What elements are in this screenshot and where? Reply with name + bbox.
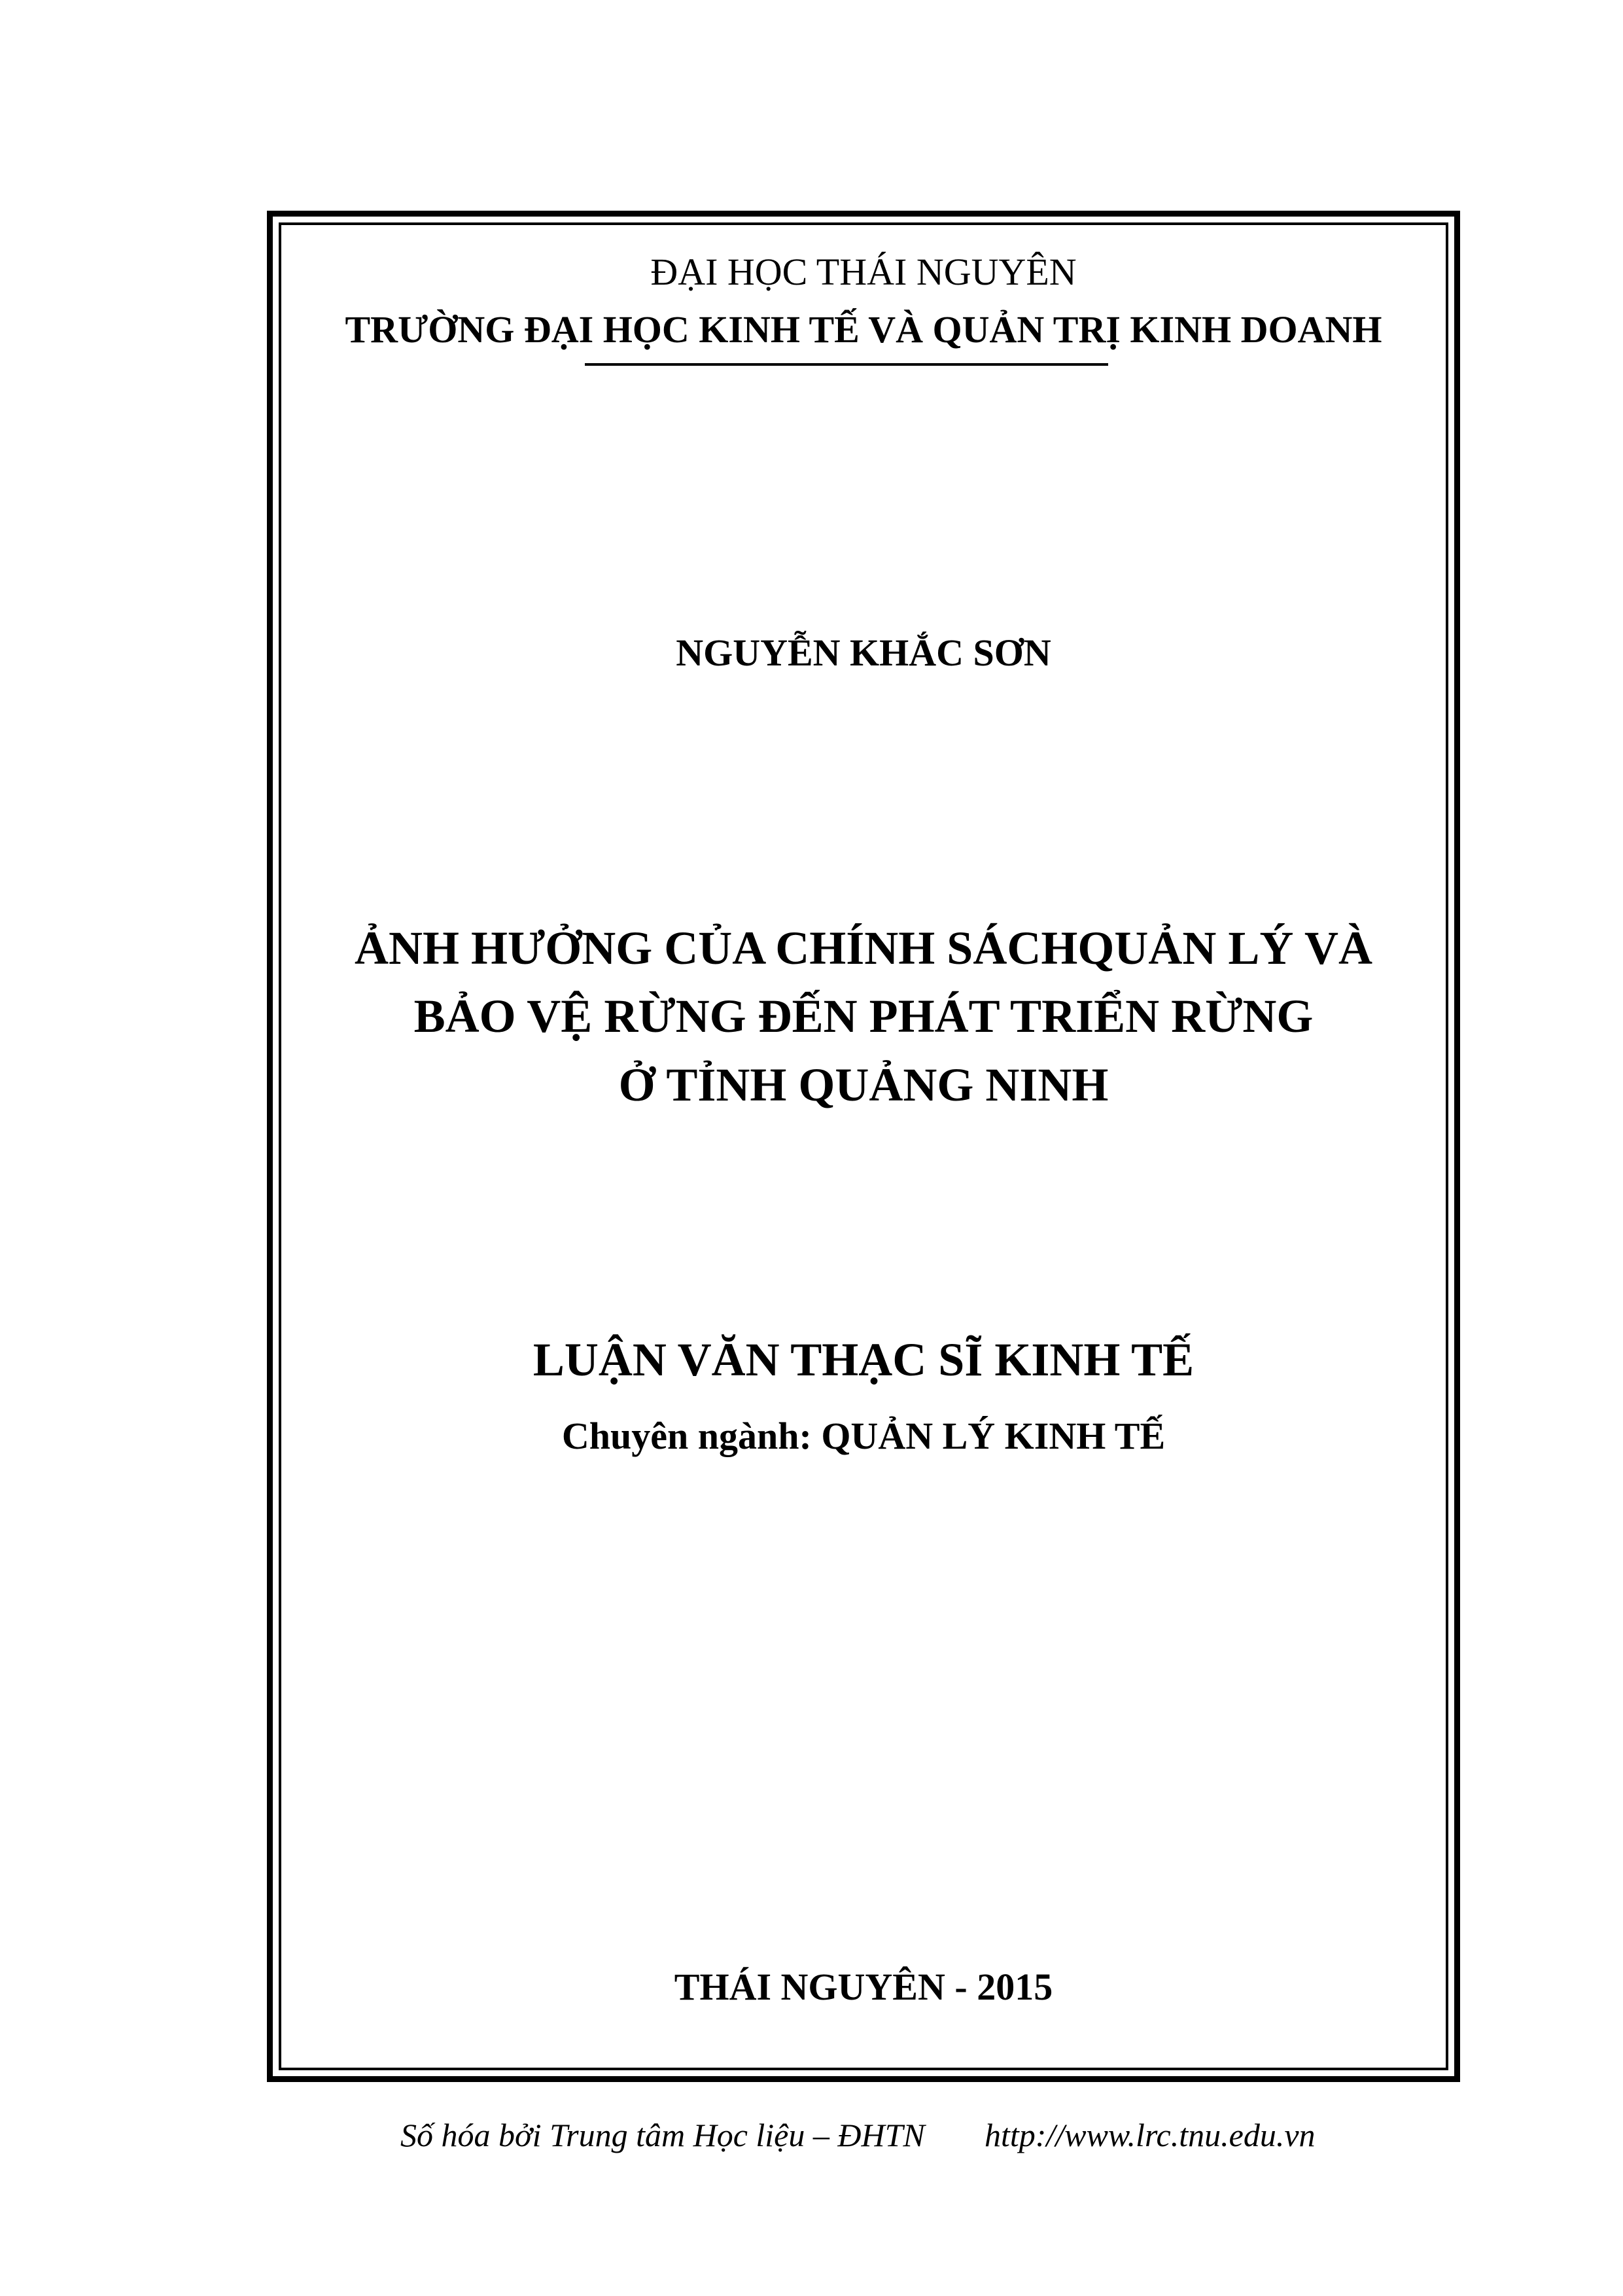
place-year: THÁI NGUYÊN - 2015 — [674, 1966, 1053, 2008]
footer-digitized-by: Số hóa bởi Trung tâm Học liệu – ĐHTN — [400, 2117, 925, 2153]
header-underline — [585, 363, 1108, 366]
degree-type: LUẬN VĂN THẠC SĨ KINH TẾ — [532, 1333, 1195, 1386]
author-name: NGUYỄN KHẮC SƠN — [676, 631, 1051, 674]
thesis-title-line-1: ẢNH HƯỞNG CỦA CHÍNH SÁCHQUẢN LÝ VÀ — [354, 922, 1373, 974]
thesis-title-line-3: Ở TỈNH QUẢNG NINH — [618, 1059, 1109, 1111]
footer-url: http://www.lrc.tnu.edu.vn — [985, 2117, 1316, 2153]
university-name: ĐẠI HỌC THÁI NGUYÊN — [650, 251, 1077, 293]
school-name: TRƯỜNG ĐẠI HỌC KINH TẾ VÀ QUẢN TRỊ KINH DOANH — [345, 308, 1382, 351]
major: Chuyên ngành: QUẢN LÝ KINH TẾ — [561, 1415, 1166, 1457]
thesis-title-line-2: BẢO VỆ RỪNG ĐẾN PHÁT TRIỂN RỪNG — [413, 990, 1314, 1042]
cover-border-inner — [279, 222, 1448, 2070]
